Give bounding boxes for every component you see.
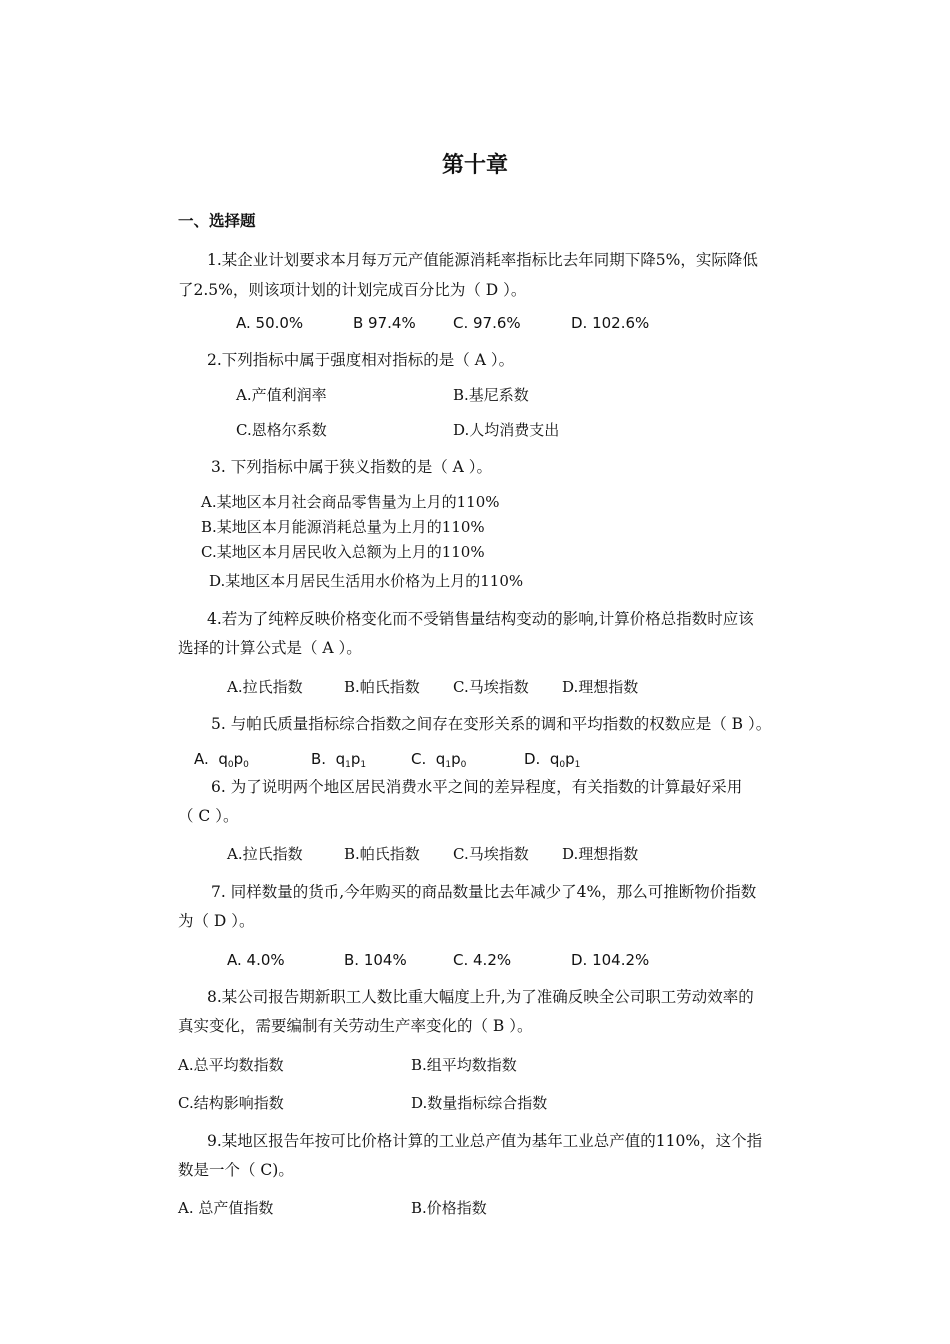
- q1-option-a: A. 50.0%: [236, 314, 304, 332]
- q9-stem-line1: 9.某地区报告年按可比价格计算的工业总产值为基年工业总产值的110%，这个指: [207, 1132, 763, 1150]
- q7-option-b: B. 104%: [344, 951, 407, 969]
- q6-stem-line2: （ C ）。: [178, 807, 239, 825]
- q9-option-a: A. 总产值指数: [178, 1199, 274, 1217]
- q5-option-c: C. $q_1p_0$: [411, 750, 467, 770]
- q2-stem: 2.下列指标中属于强度相对指标的是（ A ）。: [207, 351, 515, 369]
- q7-option-a: A. 4.0%: [227, 951, 285, 969]
- q4-stem-line1: 4.若为了纯粹反映价格变化而不受销售量结构变动的影响,计算价格总指数时应该: [207, 610, 754, 628]
- q8-option-c: C.结构影响指数: [178, 1094, 284, 1112]
- q9-stem-line2: 数是一个（ C)。: [178, 1161, 294, 1179]
- q4-option-b: B.帕氏指数: [344, 678, 420, 696]
- q1-option-c: C. 97.6%: [453, 314, 521, 332]
- q1-option-b: B 97.4%: [353, 314, 416, 332]
- q5-option-b: B. $q_1p_1$: [311, 750, 367, 770]
- q7-option-c: C. 4.2%: [453, 951, 512, 969]
- q1-stem-line2: 了2.5%，则该项计划的计划完成百分比为（ D ）。: [178, 281, 527, 299]
- q3-option-b: B.某地区本月能源消耗总量为上月的110%: [201, 518, 485, 536]
- q4-option-d: D.理想指数: [562, 678, 639, 696]
- q6-option-a: A.拉氏指数: [227, 845, 303, 863]
- q5-option-a: A. $q_0p_0$: [194, 750, 249, 770]
- q2-option-a: A.产值利润率: [236, 386, 327, 404]
- q8-option-b: B.组平均数指数: [411, 1056, 517, 1074]
- q1-option-d: D. 102.6%: [571, 314, 650, 332]
- q7-stem-line2: 为（ D ）。: [178, 912, 255, 930]
- chapter-title: 第十章: [441, 153, 508, 178]
- q6-option-c: C.马埃指数: [453, 845, 529, 863]
- q5-stem: 5. 与帕氏质量指标综合指数之间存在变形关系的调和平均指数的权数应是（ B ）。: [211, 715, 772, 733]
- q3-option-d: D.某地区本月居民生活用水价格为上月的110%: [209, 572, 524, 590]
- q4-option-c: C.马埃指数: [453, 678, 529, 696]
- q7-stem-line1: 7. 同样数量的货币,今年购买的商品数量比去年减少了4%，那么可推断物价指数: [211, 883, 757, 901]
- q3-option-c: C.某地区本月居民收入总额为上月的110%: [201, 543, 485, 561]
- q8-option-a: A.总平均数指数: [178, 1056, 284, 1074]
- q2-option-d: D.人均消费支出: [453, 421, 560, 439]
- q1-stem-line1: 1.某企业计划要求本月每万元产值能源消耗率指标比去年同期下降5%，实际降低: [207, 251, 758, 269]
- q5-option-d: D. $q_0p_1$: [524, 750, 581, 770]
- q8-stem-line1: 8.某公司报告期新职工人数比重大幅度上升,为了准确反映全公司职工劳动效率的: [207, 988, 754, 1006]
- q8-option-d: D.数量指标综合指数: [411, 1094, 548, 1112]
- q6-stem-line1: 6. 为了说明两个地区居民消费水平之间的差异程度，有关指数的计算最好采用: [211, 778, 743, 796]
- q2-option-b: B.基尼系数: [453, 386, 529, 404]
- q7-option-d: D. 104.2%: [571, 951, 650, 969]
- q8-stem-line2: 真实变化，需要编制有关劳动生产率变化的（ B ）。: [178, 1017, 533, 1035]
- q6-option-b: B.帕氏指数: [344, 845, 420, 863]
- q4-option-a: A.拉氏指数: [227, 678, 303, 696]
- q2-option-c: C.恩格尔系数: [236, 421, 327, 439]
- q9-option-b: B.价格指数: [411, 1199, 487, 1217]
- q3-option-a: A.某地区本月社会商品零售量为上月的110%: [201, 493, 500, 511]
- q6-option-d: D.理想指数: [562, 845, 639, 863]
- q3-stem: 3. 下列指标中属于狭义指数的是（ A ）。: [211, 458, 493, 476]
- section-heading: 一、选择题: [178, 212, 256, 230]
- q4-stem-line2: 选择的计算公式是（ A ）。: [178, 639, 362, 657]
